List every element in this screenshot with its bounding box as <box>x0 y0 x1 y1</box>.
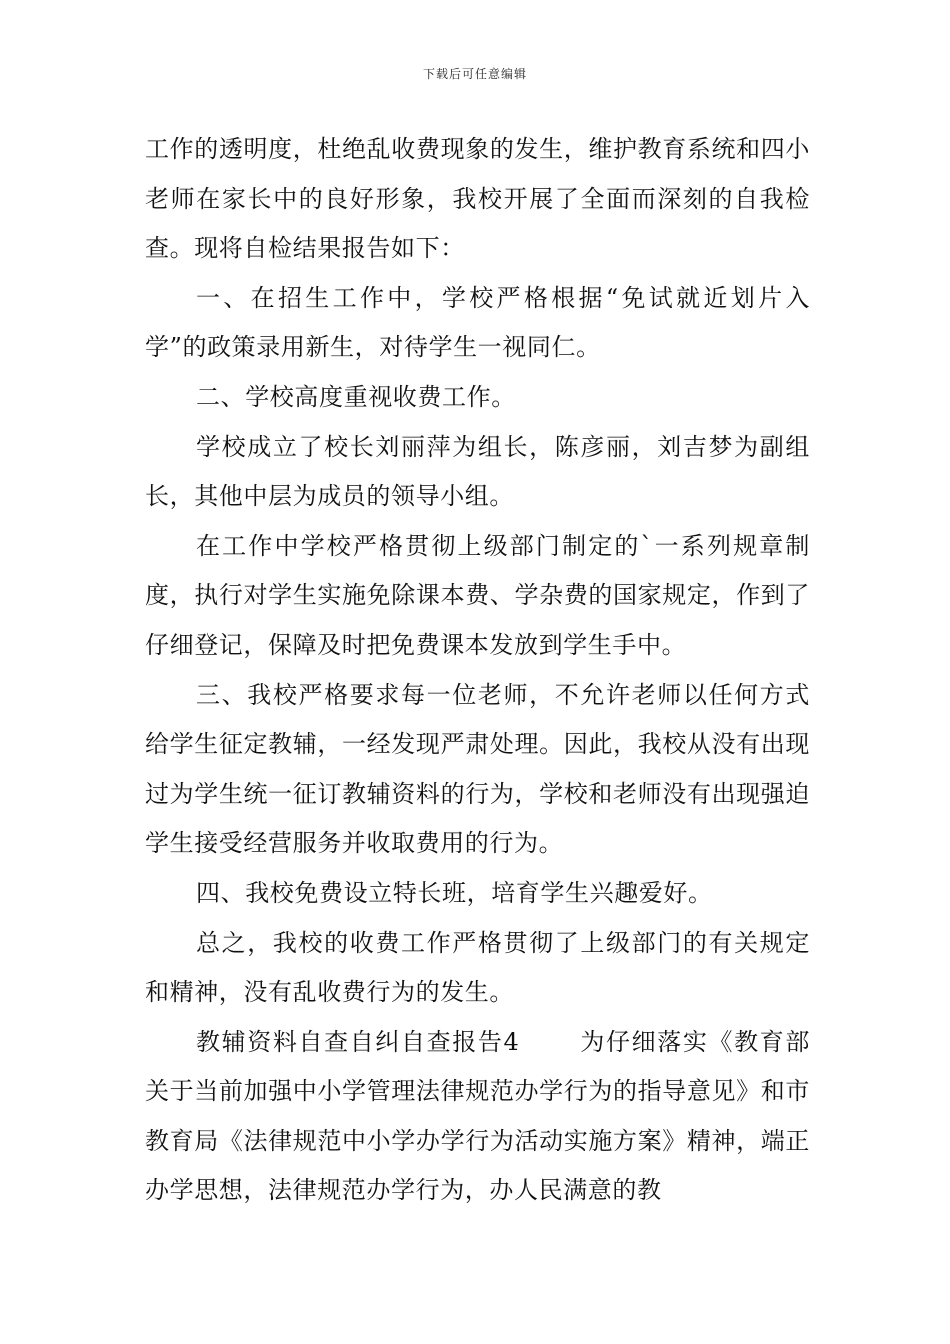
paragraph-regulations: 在工作中学校严格贯彻上级部门制定的`一系列规章制度，执行对学生实施免除课本费、学杂费的国家规定，作到了仔细登记，保障及时把免费课本发放到学生手中。 <box>145 531 810 659</box>
document-body <box>145 125 810 1216</box>
paragraph-report-4 <box>145 1018 810 1216</box>
paragraph-intro-continuation: 工作的透明度，杜绝乱收费现象的发生，维护教育系统和四小老师在家长中的良好形象，我校开展了全面而深刻的自我检查。现将自检结果报告如下： <box>145 135 810 263</box>
page-header-note: 下载后可任意编辑 <box>422 67 527 81</box>
paragraph-leadership-group: 学校成立了校长刘丽萍为组长，陈彦丽，刘吉梦为副组长，其他中层为成员的领导小组。 <box>145 432 810 511</box>
report-title: 教辅资料自查自纠自查报告4 <box>196 1027 520 1056</box>
paragraph-enrollment: 一、在招生工作中，学校严格根据“免试就近划片入学”的政策录用新生，对待学生一视同仁。 <box>145 283 810 362</box>
paragraph-teacher-requirements: 三、我校严格要求每一位老师，不允许老师以任何方式给学生征定教辅，一经发现严肃处理。因此，我校从没有出现过为学生统一征订教辅资料的行为，学校和老师没有出现强迫学生接受经营服务并收取费用的行为。 <box>145 680 810 858</box>
paragraph-conclusion: 总之，我校的收费工作严格贯彻了上级部门的有关规定和精神，没有乱收费行为的发生。 <box>145 928 810 1007</box>
paragraph-fees-heading: 二、学校高度重视收费工作。 <box>196 382 516 411</box>
paragraph-specialty-classes: 四、我校免费设立特长班，培育学生兴趣爱好。 <box>196 878 713 907</box>
report-body-text: 为仔细落实《教育部关于当前加强中小学管理法律规范办学行为的指导意见》和市教育局《法律规范中小学办学行为活动实施方案》精神，端正办学思想，法律规范办学行为，办人民满意的教 <box>145 1027 810 1205</box>
